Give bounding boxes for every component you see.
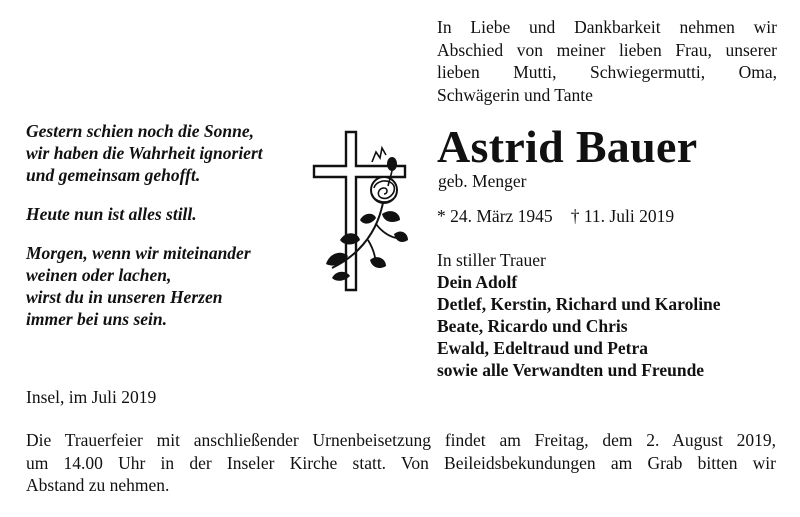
poem-line: wirst du in unseren Herzen xyxy=(26,287,223,307)
mourner-line: Ewald, Edeltraud und Petra xyxy=(437,338,648,358)
poem-line: Morgen, wenn wir miteinander xyxy=(26,243,251,263)
poem-line: immer bei uns sein. xyxy=(26,309,167,329)
death-date: † 11. Juli 2019 xyxy=(570,206,675,226)
intro-line: Schwägerin und Tante xyxy=(437,84,593,105)
ceremony-line: um 14.00 Uhr in der Inseler Kirche statt. Von Beileidsbekundungen am Grab bitten wir xyxy=(26,452,776,473)
mourners xyxy=(437,249,721,381)
mourner-line: Beate, Ricardo und Chris xyxy=(437,316,628,336)
poem-stanza xyxy=(26,203,316,225)
poem-line: Gestern schien noch die Sonne, xyxy=(26,121,255,141)
intro-line: Abschied von meiner lieben Frau, unserer xyxy=(437,39,777,60)
mourners-heading: In stiller Trauer xyxy=(437,250,546,270)
deceased-name: Astrid Bauer xyxy=(437,121,698,172)
cross-with-rose-icon xyxy=(310,128,410,293)
mourner-line: sowie alle Verwandten und Freunde xyxy=(437,360,705,380)
intro-line: lieben Mutti, Schwiegermutti, Oma, xyxy=(437,62,777,82)
poem-line: weinen oder lachen, xyxy=(26,265,172,285)
maiden-name: geb. Menger xyxy=(438,171,527,191)
ceremony-text xyxy=(26,429,776,497)
poem-stanza xyxy=(26,242,316,330)
mourner-line: Detlef, Kerstin, Richard und Karoline xyxy=(437,294,721,314)
poem-stanza xyxy=(26,120,316,186)
poem-line: Heute nun ist alles still. xyxy=(26,204,197,224)
life-dates xyxy=(437,205,674,227)
intro-text xyxy=(437,16,777,106)
poem xyxy=(26,120,316,347)
intro-line: In Liebe und Dankbarkeit nehmen wir xyxy=(437,17,777,37)
mourner-line: Dein Adolf xyxy=(437,272,518,292)
ceremony-line: Die Trauerfeier mit anschließender Urnenbeisetzung findet am Freitag, dem 2. August 2019, xyxy=(26,430,776,450)
ceremony-line: Abstand zu nehmen. xyxy=(26,475,170,495)
place-date: Insel, im Juli 2019 xyxy=(26,387,157,407)
poem-line: und gemeinsam gehofft. xyxy=(26,165,201,185)
poem-line: wir haben die Wahrheit ignoriert xyxy=(26,143,263,163)
birth-date: * 24. März 1945 xyxy=(437,206,553,226)
